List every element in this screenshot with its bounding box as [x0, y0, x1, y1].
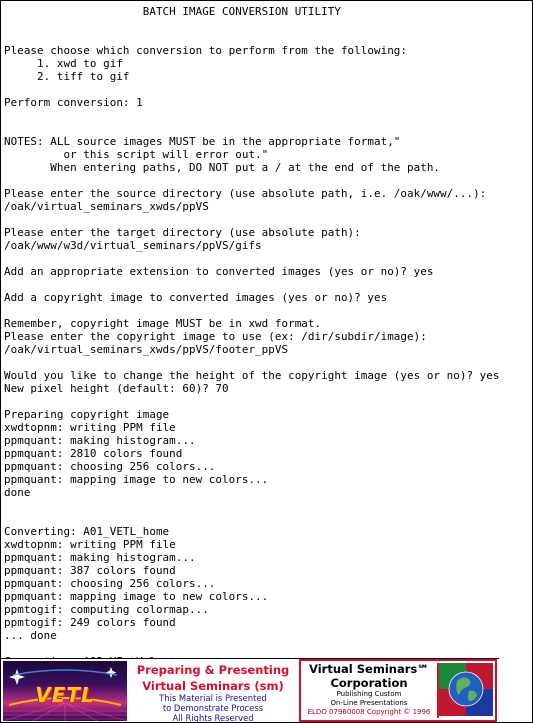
terminal-line: Converting: A01_VETL_home: [4, 525, 170, 538]
terminal-line: /oak/www/w3d/virtual_seminars/ppVS/gifs: [4, 239, 262, 252]
terminal-line: Please enter the target directory (use absolute path):: [4, 226, 361, 239]
terminal-output: [4, 5, 530, 668]
terminal-line: ppmquant: making histogram...: [4, 551, 196, 564]
terminal-line: ppmquant: choosing 256 colors...: [4, 577, 216, 590]
terminal-line: [4, 174, 530, 187]
terminal-line: Add an appropriate extension to converted images (yes or no)? yes: [4, 265, 434, 278]
corp-name-line-2: Corporation: [330, 676, 408, 690]
terminal-line: [4, 18, 530, 31]
corp-name-line-1: Virtual Seminars℠: [309, 662, 429, 676]
terminal-line: xwdtopnm: writing PPM file: [4, 538, 176, 551]
terminal-line: [4, 122, 530, 135]
promo-sub-line-2: to Demonstrate Process: [162, 703, 264, 713]
terminal-line: ppmtogif: 249 colors found: [4, 616, 176, 629]
terminal-line: [4, 304, 530, 317]
terminal-line: [4, 252, 530, 265]
terminal-line: Please choose which conversion to perform from the following:: [4, 44, 408, 57]
promo-sub-line-1: This Material is Presented: [159, 693, 267, 703]
terminal-line: Please enter the source directory (use absolute path, i.e. /oak/www/...):: [4, 187, 487, 200]
terminal-line: [4, 83, 530, 96]
terminal-line: or this script will error out.": [4, 148, 269, 161]
terminal-line: ppmquant: mapping image to new colors...: [4, 590, 269, 603]
terminal-line: [4, 356, 530, 369]
terminal-line: Perform conversion: 1: [4, 96, 143, 109]
corp-copyright: ELDO 07960008 Copyright © 1996: [307, 708, 431, 716]
terminal-line: [4, 642, 530, 655]
terminal-line: ... done: [4, 629, 57, 642]
vetl-logo: [3, 661, 127, 721]
promo-title-line-2: Virtual Seminars (sm): [142, 679, 284, 693]
scrollbar[interactable]: [530, 1, 532, 722]
promo-title-line-1: Preparing & Presenting: [136, 663, 290, 677]
terminal-line: ppmquant: mapping image to new colors...: [4, 473, 269, 486]
terminal-line: 2. tiff to gif: [4, 70, 130, 83]
corporation-text: [303, 662, 435, 717]
terminal-line: Remember, copyright image MUST be in xwd format.: [4, 317, 322, 330]
terminal-line: done: [4, 486, 31, 499]
terminal-line: BATCH IMAGE CONVERSION UTILITY: [4, 5, 341, 18]
terminal-line: ppmquant: 387 colors found: [4, 564, 176, 577]
terminal-line: ppmquant: making histogram...: [4, 434, 196, 447]
terminal-line: ppmquant: choosing 256 colors...: [4, 460, 216, 473]
terminal-line: [4, 395, 530, 408]
terminal-line: [4, 278, 530, 291]
terminal-line: /oak/virtual_seminars_xwds/ppVS/footer_ppVS: [4, 343, 289, 356]
terminal-line: Add a copyright image to converted images (yes or no)? yes: [4, 291, 388, 304]
terminal-line: NOTES: ALL source images MUST be in the appropriate format,": [4, 135, 401, 148]
copyright-banner: [1, 658, 499, 723]
promo-sub-line-3: All Rights Reserved: [172, 713, 254, 723]
terminal-line: /oak/virtual_seminars_xwds/ppVS: [4, 200, 209, 213]
terminal-line: Preparing copyright image: [4, 408, 170, 421]
corporation-block: [299, 659, 497, 722]
terminal-line: xwdtopnm: writing PPM file: [4, 421, 176, 434]
terminal-line: 1. xwd to gif: [4, 57, 123, 70]
terminal-line: Please enter the copyright image to use (ex: /dir/subdir/image):: [4, 330, 427, 343]
terminal-line: [4, 31, 530, 44]
terminal-line: [4, 109, 530, 122]
corp-tagline-line-2: On-Line Presentations: [330, 699, 408, 707]
terminal-line: Would you like to change the height of the copyright image (yes or no)? yes: [4, 369, 500, 382]
corp-tagline-line-1: Publishing Custom: [336, 690, 402, 698]
terminal-line: [4, 499, 530, 512]
terminal-line: ppmtogif: computing colormap...: [4, 603, 209, 616]
terminal-line: When entering paths, DO NOT put a / at the end of the path.: [4, 161, 441, 174]
globe-icon: [437, 663, 493, 718]
logo-text: VETL: [35, 683, 95, 707]
terminal-line: [4, 512, 530, 525]
terminal-line: ppmquant: 2810 colors found: [4, 447, 183, 460]
terminal-line: [4, 213, 530, 226]
terminal-line: New pixel height (default: 60)? 70: [4, 382, 229, 395]
promo-block: [129, 661, 297, 721]
